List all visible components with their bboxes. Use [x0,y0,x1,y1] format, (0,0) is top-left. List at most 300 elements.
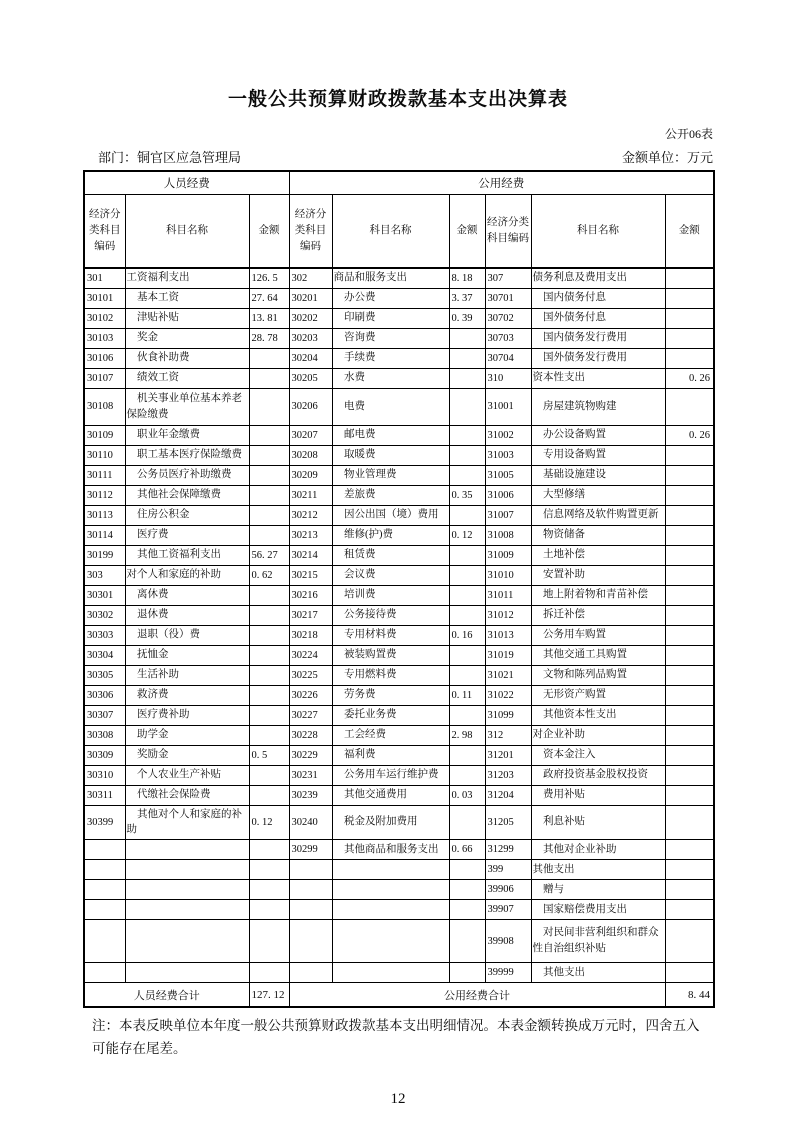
amount-cell: 0. 03 [449,785,485,805]
amount-cell [665,745,714,765]
subject-name-cell: 生活补助 [125,665,249,685]
subject-name-cell: 个人农业生产补贴 [125,765,249,785]
code-cell: 30214 [289,545,332,565]
subject-name-cell: 抚恤金 [125,645,249,665]
amount-cell [249,605,289,625]
subject-name-cell: 水费 [332,368,449,388]
subject-name-cell: 伙食补助费 [125,348,249,368]
table-row [84,348,714,368]
code-cell: 30308 [84,725,125,745]
amount-cell [449,745,485,765]
amount-cell [449,368,485,388]
amount-cell: 28. 78 [249,328,289,348]
code-cell [289,900,332,920]
amount-cell [249,525,289,545]
subject-name-cell: 劳务费 [332,685,449,705]
subject-name-cell [332,860,449,880]
code-cell: 30301 [84,585,125,605]
subject-name-cell: 专用材料费 [332,625,449,645]
code-cell: 31099 [485,705,531,725]
amount-cell [249,425,289,445]
table-body [84,268,714,983]
code-cell: 30240 [289,805,332,840]
code-cell: 399 [485,860,531,880]
amount-cell [249,963,289,983]
code-cell: 30112 [84,485,125,505]
code-cell: 31003 [485,445,531,465]
amount-cell [665,525,714,545]
table-row [84,425,714,445]
group-header-row [84,171,714,195]
code-cell: 31299 [485,840,531,860]
code-cell: 31012 [485,605,531,625]
amount-cell [665,685,714,705]
table-row [84,665,714,685]
public-total-label: 公用经费合计 [289,983,665,1008]
amount-cell [249,625,289,645]
subject-name-cell: 其他工资福利支出 [125,545,249,565]
col-header-subject: 科目名称 [531,195,665,269]
table-row [84,328,714,348]
personnel-total-label: 人员经费合计 [84,983,249,1008]
form-number: 公开06表 [664,127,713,141]
table-row [84,900,714,920]
code-cell: 301 [84,268,125,288]
amount-cell [665,605,714,625]
table-row [84,545,714,565]
subject-name-cell: 国内债务发行费用 [531,328,665,348]
subject-name-cell: 被装购置费 [332,645,449,665]
subject-name-cell: 对企业补助 [531,725,665,745]
subject-name-cell [332,963,449,983]
amount-cell [665,645,714,665]
subject-name-cell: 物资储备 [531,525,665,545]
subject-name-cell: 办公设备购置 [531,425,665,445]
code-cell: 30209 [289,465,332,485]
amount-cell [449,860,485,880]
table-row [84,645,714,665]
amount-cell: 126. 5 [249,268,289,288]
subject-name-cell: 其他资本性支出 [531,705,665,725]
subject-name-cell: 福利费 [332,745,449,765]
code-cell [84,963,125,983]
code-cell: 302 [289,268,332,288]
amount-cell [449,465,485,485]
code-cell: 30704 [485,348,531,368]
subject-name-cell: 房屋建筑物购建 [531,388,665,425]
column-header-row [84,195,714,269]
subject-name-cell: 委托业务费 [332,705,449,725]
table-row [84,725,714,745]
amount-cell [449,665,485,685]
code-cell: 39999 [485,963,531,983]
subject-name-cell [332,920,449,963]
code-cell: 30309 [84,745,125,765]
code-cell: 31013 [485,625,531,645]
code-cell: 31005 [485,465,531,485]
amount-cell [665,565,714,585]
public-funds-header: 公用经费 [289,171,714,195]
table-row [84,605,714,625]
subject-name-cell: 赠与 [531,880,665,900]
code-cell [84,920,125,963]
amount-cell [449,388,485,425]
subject-name-cell [125,840,249,860]
subject-name-cell: 政府投资基金股权投资 [531,765,665,785]
amount-cell [249,725,289,745]
department-label: 部门：铜官区应急管理局 [98,150,242,165]
table-row [84,840,714,860]
code-cell: 30305 [84,665,125,685]
document-page [83,0,713,1108]
code-cell: 30108 [84,388,125,425]
subject-name-cell: 医疗费 [125,525,249,545]
amount-cell [665,665,714,685]
amount-cell [665,963,714,983]
amount-cell: 27. 64 [249,288,289,308]
amount-cell [665,328,714,348]
code-cell: 31201 [485,745,531,765]
amount-cell [665,920,714,963]
col-header-amount: 金额 [249,195,289,269]
code-cell: 31019 [485,645,531,665]
code-cell: 31002 [485,425,531,445]
subject-name-cell: 公务员医疗补助缴费 [125,465,249,485]
code-cell: 39906 [485,880,531,900]
code-cell [289,880,332,900]
amount-cell: 0. 12 [249,805,289,840]
table-row [84,565,714,585]
code-cell: 30106 [84,348,125,368]
code-cell: 30399 [84,805,125,840]
amount-cell [249,485,289,505]
subject-name-cell: 公务用车运行维护费 [332,765,449,785]
subject-name-cell: 手续费 [332,348,449,368]
amount-cell: 0. 11 [449,685,485,705]
subject-name-cell [332,880,449,900]
personnel-funds-header: 人员经费 [84,171,289,195]
amount-cell: 0. 16 [449,625,485,645]
amount-cell: 0. 62 [249,565,289,585]
subject-name-cell: 因公出国（境）费用 [332,505,449,525]
col-header-code: 经济分类科目编码 [289,195,332,269]
subject-name-cell: 其他商品和服务支出 [332,840,449,860]
subject-name-cell: 取暖费 [332,445,449,465]
subject-name-cell: 其他社会保障缴费 [125,485,249,505]
code-cell: 31008 [485,525,531,545]
amount-cell [665,705,714,725]
code-cell: 30225 [289,665,332,685]
amount-cell [449,705,485,725]
table-row [84,505,714,525]
code-cell: 31022 [485,685,531,705]
amount-cell: 0. 26 [665,368,714,388]
amount-cell [449,445,485,465]
subject-name-cell: 国家赔偿费用支出 [531,900,665,920]
code-cell: 30299 [289,840,332,860]
code-cell: 39908 [485,920,531,963]
public-total-amount: 8. 44 [665,983,714,1008]
subject-name-cell: 助学金 [125,725,249,745]
subject-name-cell: 其他支出 [531,860,665,880]
code-cell: 30204 [289,348,332,368]
subject-name-cell: 信息网络及软件购置更新 [531,505,665,525]
subject-name-cell: 奖励金 [125,745,249,765]
amount-cell [249,785,289,805]
col-header-subject: 科目名称 [332,195,449,269]
code-cell: 30102 [84,308,125,328]
amount-cell: 8. 18 [449,268,485,288]
amount-cell: 13. 81 [249,308,289,328]
amount-cell [249,445,289,465]
amount-cell [249,665,289,685]
amount-cell [449,920,485,963]
code-cell: 310 [485,368,531,388]
table-row [84,268,714,288]
code-cell: 30227 [289,705,332,725]
subject-name-cell: 住房公积金 [125,505,249,525]
amount-cell [665,725,714,745]
code-cell [289,963,332,983]
subject-name-cell: 会议费 [332,565,449,585]
code-cell: 31009 [485,545,531,565]
code-cell: 30109 [84,425,125,445]
table-row [84,368,714,388]
subject-name-cell: 其他对个人和家庭的补助 [125,805,249,840]
code-cell: 30229 [289,745,332,765]
code-cell: 30205 [289,368,332,388]
subject-name-cell: 工资福利支出 [125,268,249,288]
table-row [84,860,714,880]
table-row [84,625,714,645]
code-cell: 30702 [485,308,531,328]
subject-name-cell: 其他支出 [531,963,665,983]
amount-cell [449,805,485,840]
subject-name-cell: 大型修缮 [531,485,665,505]
code-cell: 30208 [289,445,332,465]
code-cell: 30113 [84,505,125,525]
code-cell: 30703 [485,328,531,348]
code-cell: 30103 [84,328,125,348]
amount-cell [249,860,289,880]
subject-name-cell [332,900,449,920]
amount-cell: 0. 35 [449,485,485,505]
amount-cell [665,625,714,645]
totals-row [84,983,714,1008]
subject-name-cell: 债务利息及费用支出 [531,268,665,288]
amount-cell [665,860,714,880]
amount-cell [249,465,289,485]
amount-cell [449,900,485,920]
amount-cell [665,348,714,368]
amount-cell [665,585,714,605]
amount-cell [249,348,289,368]
amount-cell [665,880,714,900]
subject-name-cell: 国内债务付息 [531,288,665,308]
amount-cell [249,645,289,665]
amount-cell [449,605,485,625]
amount-cell [249,765,289,785]
table-row [84,308,714,328]
table-row [84,963,714,983]
subject-name-cell: 对民间非营利组织和群众性自治组织补贴 [531,920,665,963]
subject-name-cell [125,880,249,900]
page-number: 12 [390,1090,406,1107]
subject-name-cell: 离休费 [125,585,249,605]
code-cell: 303 [84,565,125,585]
code-cell: 30217 [289,605,332,625]
amount-cell: 2. 98 [449,725,485,745]
subject-name-cell: 其他交通费用 [332,785,449,805]
amount-cell [665,268,714,288]
amount-cell [665,765,714,785]
amount-cell: 0. 5 [249,745,289,765]
table-row [84,920,714,963]
subject-name-cell [125,860,249,880]
subject-name-cell: 国外债务发行费用 [531,348,665,368]
subject-name-cell: 资本金注入 [531,745,665,765]
subject-name-cell: 津贴补贴 [125,308,249,328]
subject-name-cell: 公务接待费 [332,605,449,625]
code-cell: 31205 [485,805,531,840]
personnel-total-amount: 127. 12 [249,983,289,1008]
amount-cell [249,368,289,388]
subject-name-cell: 文物和陈列品购置 [531,665,665,685]
code-cell: 30202 [289,308,332,328]
subject-name-cell: 咨询费 [332,328,449,348]
subject-name-cell: 工会经费 [332,725,449,745]
table-row [84,765,714,785]
subject-name-cell: 医疗费补助 [125,705,249,725]
subject-name-cell: 专用设备购置 [531,445,665,465]
subject-name-cell [125,900,249,920]
subject-name-cell: 税金及附加费用 [332,805,449,840]
code-cell: 31010 [485,565,531,585]
subject-name-cell: 印刷费 [332,308,449,328]
amount-cell [249,900,289,920]
table-row [84,805,714,840]
amount-cell [249,505,289,525]
code-cell [289,860,332,880]
amount-cell: 0. 39 [449,308,485,328]
code-cell: 30311 [84,785,125,805]
subject-name-cell: 商品和服务支出 [332,268,449,288]
subject-name-cell: 退休费 [125,605,249,625]
table-row [84,288,714,308]
meta-row [83,147,713,166]
table-row [84,880,714,900]
basic-expenditure-table [83,170,715,1008]
amount-cell [249,880,289,900]
subject-name-cell [125,963,249,983]
amount-cell [665,840,714,860]
code-cell: 30111 [84,465,125,485]
amount-cell [449,585,485,605]
code-cell: 30306 [84,685,125,705]
subject-name-cell: 维修(护)费 [332,525,449,545]
code-cell: 30307 [84,705,125,725]
table-row [84,485,714,505]
subject-name-cell: 专用燃料费 [332,665,449,685]
col-header-amount: 金额 [665,195,714,269]
amount-cell [665,485,714,505]
code-cell: 30215 [289,565,332,585]
amount-cell [249,705,289,725]
subject-name-cell: 地上附着物和青苗补偿 [531,585,665,605]
code-cell: 31006 [485,485,531,505]
code-cell: 30101 [84,288,125,308]
col-header-amount: 金额 [449,195,485,269]
col-header-code: 经济分类科目编码 [485,195,531,269]
subject-name-cell: 差旅费 [332,485,449,505]
subject-name-cell: 公务用车购置 [531,625,665,645]
code-cell [84,900,125,920]
code-cell: 30206 [289,388,332,425]
amount-cell [449,880,485,900]
table-row [84,388,714,425]
table-row [84,445,714,465]
amount-cell [665,785,714,805]
subject-name-cell: 土地补偿 [531,545,665,565]
amount-cell [449,765,485,785]
amount-cell [665,505,714,525]
code-cell: 30201 [289,288,332,308]
amount-cell [249,840,289,860]
code-cell: 31021 [485,665,531,685]
code-cell [84,840,125,860]
code-cell: 31007 [485,505,531,525]
subject-name-cell: 办公费 [332,288,449,308]
amount-cell [665,805,714,840]
code-cell: 30207 [289,425,332,445]
subject-name-cell: 绩效工资 [125,368,249,388]
amount-cell [249,920,289,963]
code-cell: 30701 [485,288,531,308]
code-cell: 30302 [84,605,125,625]
subject-name-cell: 邮电费 [332,425,449,445]
amount-cell [665,308,714,328]
amount-cell [665,545,714,565]
subject-name-cell: 费用补贴 [531,785,665,805]
subject-name-cell: 奖金 [125,328,249,348]
footnote: 注：本表反映单位本年度一般公共预算财政拨款基本支出明细情况。本表金额转换成万元时，四舍五入可能存在尾差。 [92,1018,700,1056]
subject-name-cell: 国外债务付息 [531,308,665,328]
col-header-code: 经济分类科目编码 [84,195,125,269]
table-row [84,585,714,605]
subject-name-cell: 拆迁补偿 [531,605,665,625]
code-cell: 30213 [289,525,332,545]
subject-name-cell: 救济费 [125,685,249,705]
amount-cell [249,685,289,705]
subject-name-cell: 其他对企业补助 [531,840,665,860]
page-title: 一般公共预算财政拨款基本支出决算表 [227,89,568,110]
amount-unit-label: 金额单位：万元 [621,150,713,165]
code-cell: 31204 [485,785,531,805]
table-row [84,685,714,705]
subject-name-cell: 机关事业单位基本养老保险缴费 [125,388,249,425]
code-cell [289,920,332,963]
amount-cell [449,645,485,665]
amount-cell: 0. 66 [449,840,485,860]
col-header-subject: 科目名称 [125,195,249,269]
amount-cell [249,585,289,605]
subject-name-cell: 基础设施建设 [531,465,665,485]
amount-cell [449,565,485,585]
amount-cell [665,288,714,308]
subject-name-cell [125,920,249,963]
table-row [84,465,714,485]
amount-cell [449,425,485,445]
